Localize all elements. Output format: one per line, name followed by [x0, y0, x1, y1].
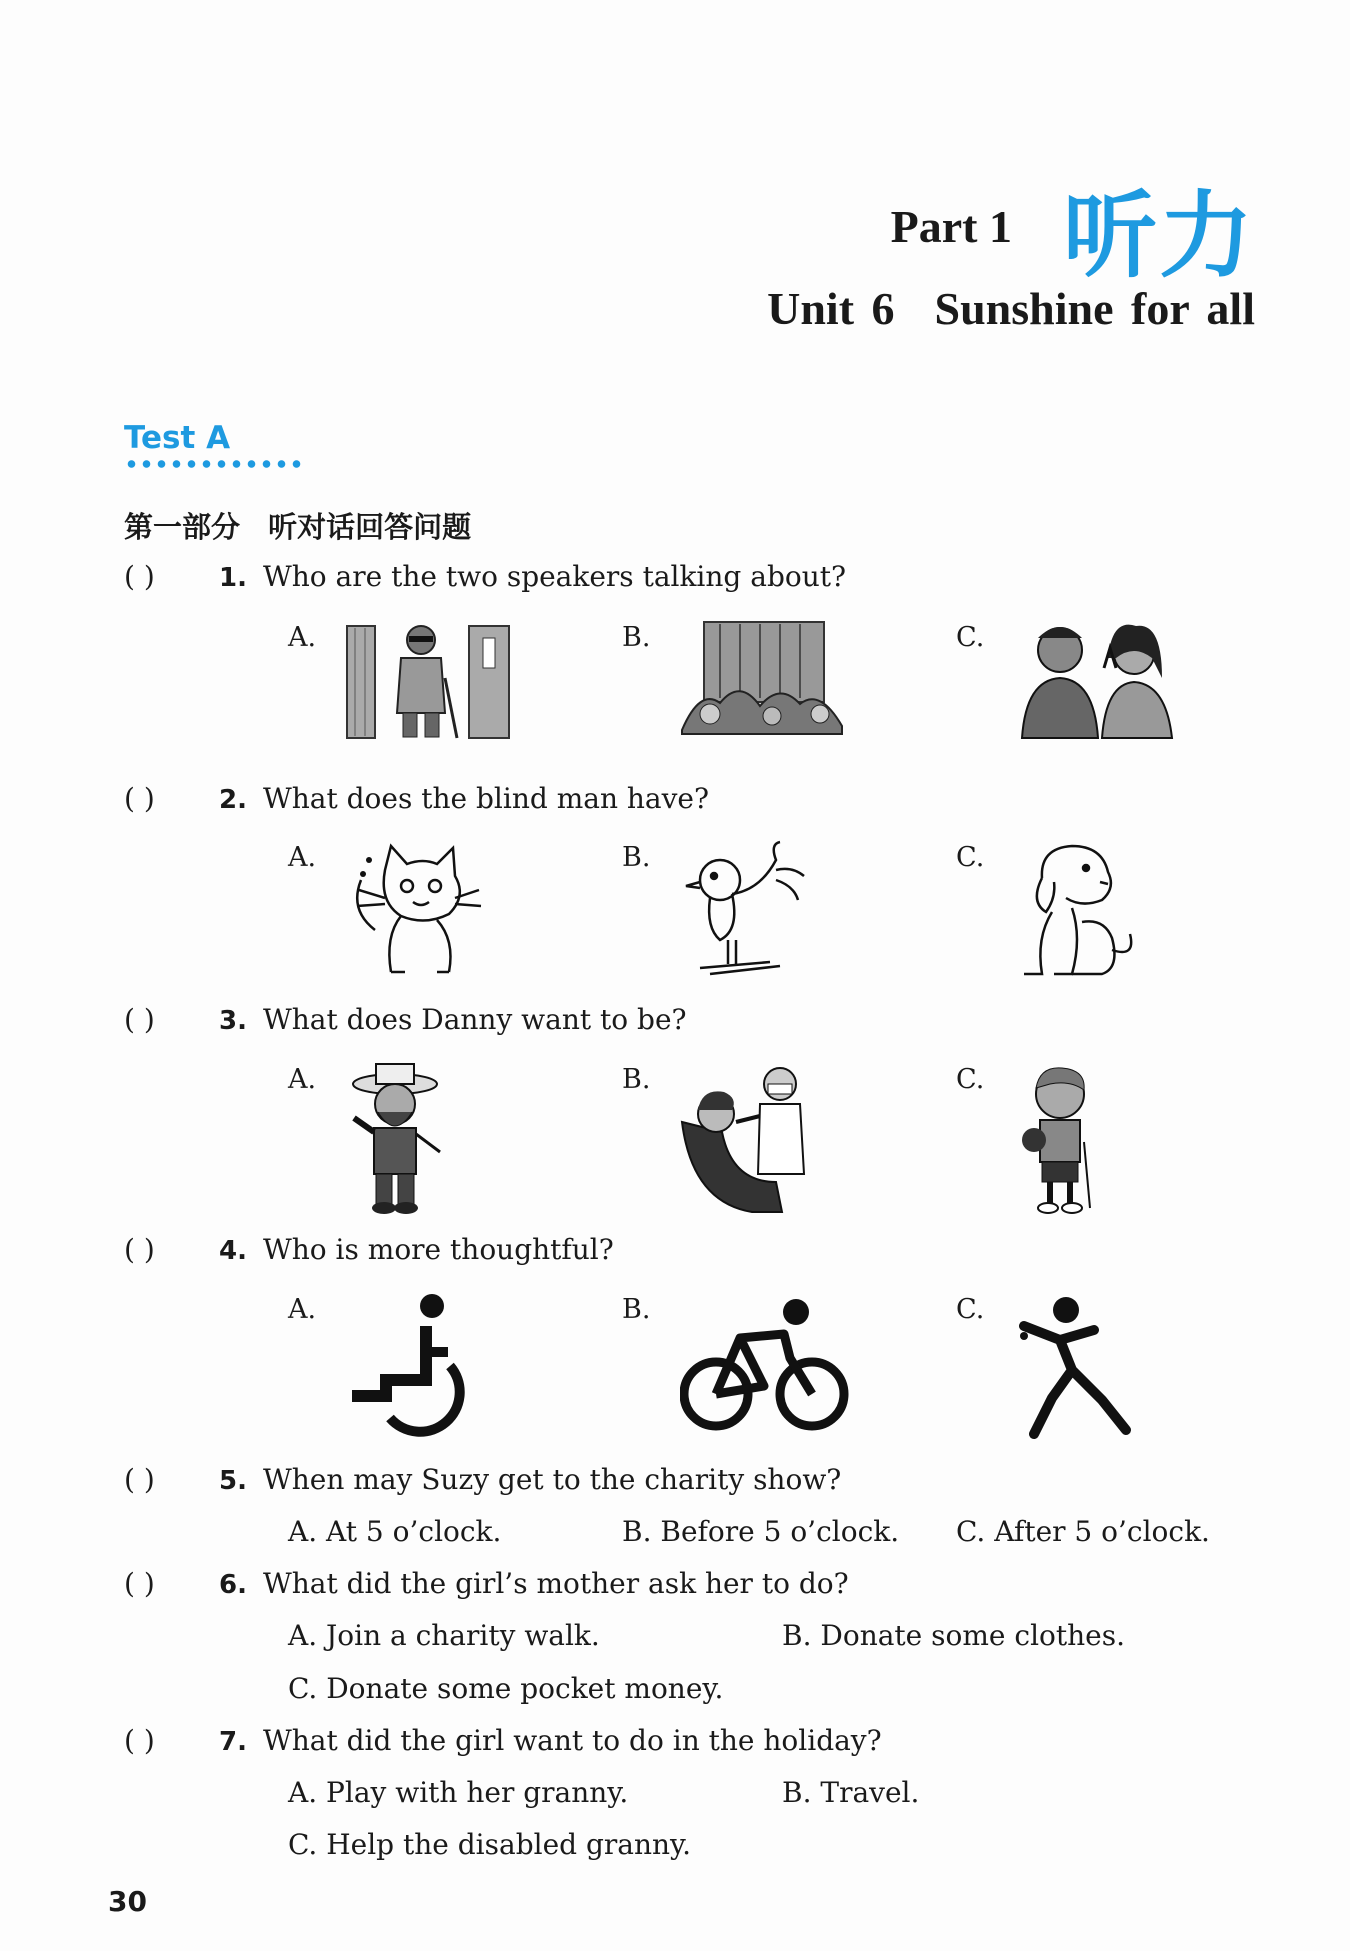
- dog-icon: [1012, 838, 1142, 980]
- answer-blank[interactable]: ( ): [124, 1567, 155, 1600]
- question-number: 1.: [219, 563, 247, 593]
- question-text: What does the blind man have?: [262, 782, 709, 815]
- option-label: A.: [288, 1064, 317, 1095]
- question-number: 6.: [219, 1570, 247, 1600]
- farmer-icon: [340, 1062, 450, 1216]
- option-text: Travel.: [820, 1776, 920, 1809]
- question-number: 4.: [219, 1236, 247, 1266]
- option-b[interactable]: [622, 1515, 899, 1548]
- cyclist-icon: [680, 1294, 850, 1434]
- option-label: A.: [288, 1776, 318, 1809]
- unit-title: [767, 282, 1255, 335]
- option-label: C.: [956, 1064, 985, 1095]
- runner-icon: [1016, 1290, 1136, 1440]
- page-number: 30: [108, 1885, 147, 1918]
- question-number: 7.: [219, 1727, 247, 1757]
- answer-blank[interactable]: ( ): [124, 1003, 155, 1036]
- option-label: B.: [622, 1515, 652, 1548]
- question-5: [124, 1463, 841, 1496]
- option-label: C.: [956, 1515, 986, 1548]
- option-label: B.: [782, 1619, 812, 1652]
- option-text: After 5 o’clock.: [994, 1515, 1210, 1548]
- option-label: C.: [956, 1294, 985, 1325]
- option-label: B.: [782, 1776, 812, 1809]
- option-c[interactable]: [288, 1828, 691, 1861]
- option-label: C.: [956, 622, 985, 653]
- option-label: C.: [288, 1828, 318, 1861]
- boy-icon: [1010, 1062, 1110, 1216]
- dotted-underline: [124, 460, 304, 468]
- option-label: C.: [288, 1672, 318, 1705]
- question-number: 3.: [219, 1006, 247, 1036]
- wheelchair-icon: [346, 1292, 472, 1440]
- answer-blank[interactable]: ( ): [124, 1724, 155, 1757]
- dentist-icon: [672, 1062, 822, 1216]
- option-label: A.: [288, 842, 317, 873]
- section-title: 第一部分 听对话回答问题: [124, 510, 472, 544]
- option-text: Before 5 o’clock.: [660, 1515, 900, 1548]
- option-text: Donate some clothes.: [820, 1619, 1126, 1652]
- answer-blank[interactable]: ( ): [124, 1233, 155, 1266]
- question-text: Who is more thoughtful?: [262, 1233, 614, 1266]
- question-4: [124, 1233, 614, 1266]
- man-with-cane-icon: [345, 618, 515, 740]
- option-label: B.: [622, 622, 651, 653]
- question-7: [124, 1724, 882, 1757]
- part-chinese-title: 听力: [1062, 182, 1255, 291]
- unit-label: Unit 6: [767, 283, 895, 334]
- question-3: [124, 1003, 687, 1036]
- option-label: B.: [622, 842, 651, 873]
- question-text: Who are the two speakers talking about?: [262, 560, 847, 593]
- answer-blank[interactable]: ( ): [124, 1463, 155, 1496]
- option-a[interactable]: [288, 1776, 628, 1809]
- option-label: B.: [622, 1064, 651, 1095]
- question-text: What does Danny want to be?: [262, 1003, 687, 1036]
- question-number: 5.: [219, 1466, 247, 1496]
- question-2: [124, 782, 709, 815]
- option-label: B.: [622, 1294, 651, 1325]
- option-c[interactable]: [288, 1672, 723, 1705]
- sign-language-icon: [1012, 618, 1182, 740]
- option-text: Join a charity walk.: [326, 1619, 600, 1652]
- option-label: A.: [288, 1294, 317, 1325]
- option-text: At 5 o’clock.: [326, 1515, 502, 1548]
- option-text: Donate some pocket money.: [326, 1672, 724, 1705]
- question-text: When may Suzy get to the charity show?: [262, 1463, 842, 1496]
- test-title: Test A: [124, 420, 231, 456]
- question-number: 2.: [219, 785, 247, 815]
- answer-blank[interactable]: ( ): [124, 560, 155, 593]
- bird-icon: [680, 840, 810, 980]
- option-label: A.: [288, 1515, 318, 1548]
- question-6: [124, 1567, 849, 1600]
- option-label: C.: [956, 842, 985, 873]
- option-label: A.: [288, 622, 317, 653]
- question-text: What did the girl want to do in the holiday?: [262, 1724, 882, 1757]
- option-text: Help the disabled granny.: [326, 1828, 692, 1861]
- rubble-icon: [680, 618, 845, 736]
- option-a[interactable]: [288, 1515, 501, 1548]
- unit-name: Sunshine for all: [934, 283, 1255, 334]
- option-a[interactable]: [288, 1619, 600, 1652]
- option-b[interactable]: [782, 1776, 919, 1809]
- question-text: What did the girl’s mother ask her to do?: [262, 1567, 849, 1600]
- option-text: Play with her granny.: [326, 1776, 629, 1809]
- question-1: [124, 560, 846, 593]
- option-c[interactable]: [956, 1515, 1210, 1548]
- cat-icon: [345, 840, 485, 980]
- part-label: Part 1: [890, 201, 1012, 252]
- answer-blank[interactable]: ( ): [124, 782, 155, 815]
- option-label: A.: [288, 1619, 318, 1652]
- option-b[interactable]: [782, 1619, 1125, 1652]
